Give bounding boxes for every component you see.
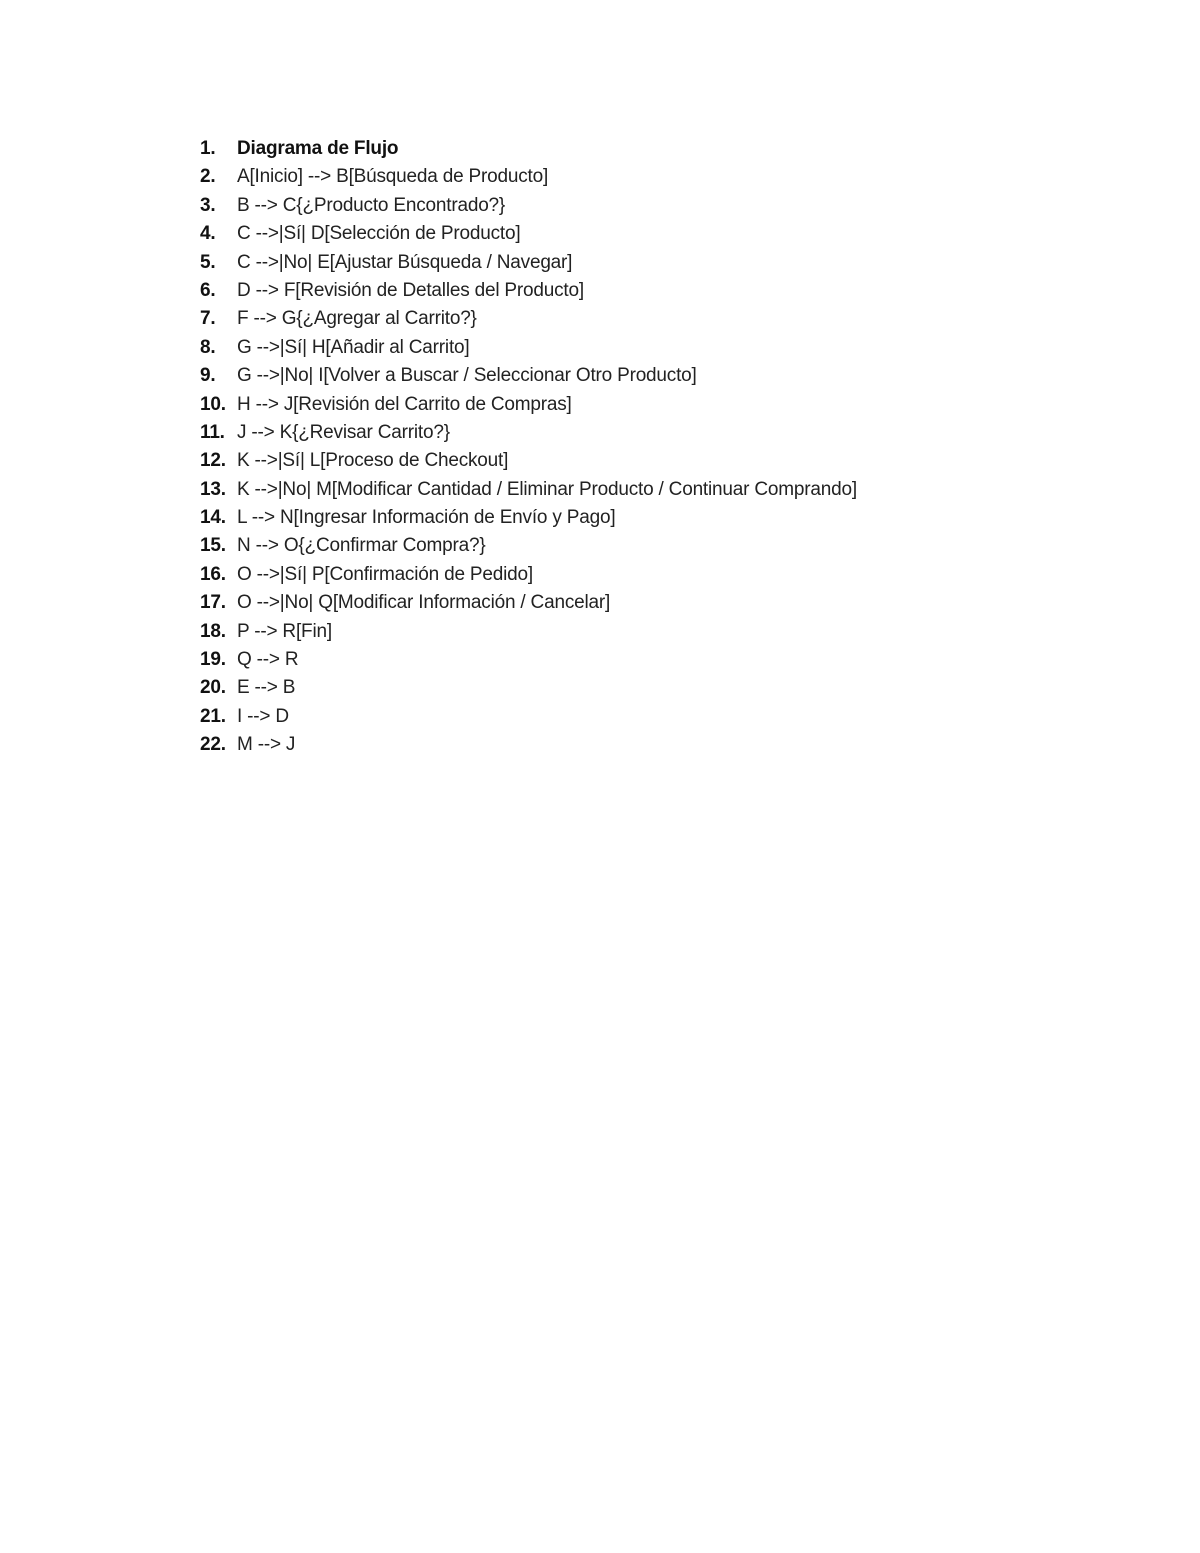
item-text: L --> N[Ingresar Información de Envío y Pago] (237, 507, 616, 529)
item-number: 6. (200, 279, 216, 301)
item-text: H --> J[Revisión del Carrito de Compras] (237, 393, 572, 415)
list-item (200, 308, 857, 336)
item-number: 12. (200, 450, 226, 472)
list-item (200, 450, 857, 478)
item-number: 20. (200, 677, 226, 699)
list-item (200, 280, 857, 308)
item-number: 17. (200, 592, 226, 614)
list-item (200, 564, 857, 592)
item-text: C -->|Sí| D[Selección de Producto] (237, 223, 521, 245)
list-item (200, 166, 857, 194)
item-text: G -->|No| I[Volver a Buscar / Seleccionar Otro Producto] (237, 365, 697, 387)
item-text: D --> F[Revisión de Detalles del Producto] (237, 279, 584, 301)
item-number: 1. (200, 138, 216, 159)
list-item (200, 677, 857, 705)
item-text: E --> B (237, 677, 296, 699)
flowchart-list (200, 138, 857, 763)
item-number: 8. (200, 336, 216, 358)
list-item (200, 507, 857, 535)
list-item-title (200, 138, 857, 166)
list-item (200, 621, 857, 649)
item-text: G -->|Sí| H[Añadir al Carrito] (237, 336, 470, 358)
item-text: A[Inicio] --> B[Búsqueda de Producto] (237, 166, 549, 188)
item-text: J --> K{¿Revisar Carrito?} (237, 421, 450, 443)
document-title: Diagrama de Flujo (237, 138, 399, 159)
item-text: K -->|No| M[Modificar Cantidad / Eliminar Producto / Continuar Comprando] (237, 478, 857, 500)
item-number: 7. (200, 308, 216, 330)
item-number: 13. (200, 478, 226, 500)
item-number: 2. (200, 166, 216, 188)
list-item (200, 479, 857, 507)
item-text: B --> C{¿Producto Encontrado?} (237, 194, 506, 216)
item-number: 11. (200, 421, 225, 443)
item-number: 9. (200, 365, 216, 387)
item-text: F --> G{¿Agregar al Carrito?} (237, 308, 477, 330)
item-text: P --> R[Fin] (237, 620, 332, 642)
item-text: N --> O{¿Confirmar Compra?} (237, 535, 486, 557)
item-text: C -->|No| E[Ajustar Búsqueda / Navegar] (237, 251, 573, 273)
item-text: Q --> R (237, 649, 299, 671)
item-number: 16. (200, 563, 226, 585)
item-number: 5. (200, 251, 216, 273)
item-number: 21. (200, 705, 226, 727)
item-number: 19. (200, 649, 226, 671)
list-item (200, 592, 857, 620)
item-number: 10. (200, 393, 226, 415)
list-item (200, 252, 857, 280)
item-number: 15. (200, 535, 226, 557)
list-item (200, 223, 857, 251)
list-item (200, 649, 857, 677)
item-text: O -->|No| Q[Modificar Información / Cancelar] (237, 592, 611, 614)
list-item (200, 365, 857, 393)
item-number: 22. (200, 734, 226, 756)
list-item (200, 734, 857, 762)
list-item (200, 337, 857, 365)
list-item (200, 535, 857, 563)
item-number: 14. (200, 507, 226, 529)
item-text: K -->|Sí| L[Proceso de Checkout] (237, 450, 509, 472)
list-item (200, 195, 857, 223)
list-item (200, 394, 857, 422)
list-item (200, 422, 857, 450)
item-text: M --> J (237, 734, 296, 756)
item-number: 3. (200, 194, 216, 216)
item-number: 18. (200, 620, 226, 642)
item-text: I --> D (237, 705, 289, 727)
item-number: 4. (200, 223, 216, 245)
item-text: O -->|Sí| P[Confirmación de Pedido] (237, 563, 533, 585)
list-item (200, 706, 857, 734)
